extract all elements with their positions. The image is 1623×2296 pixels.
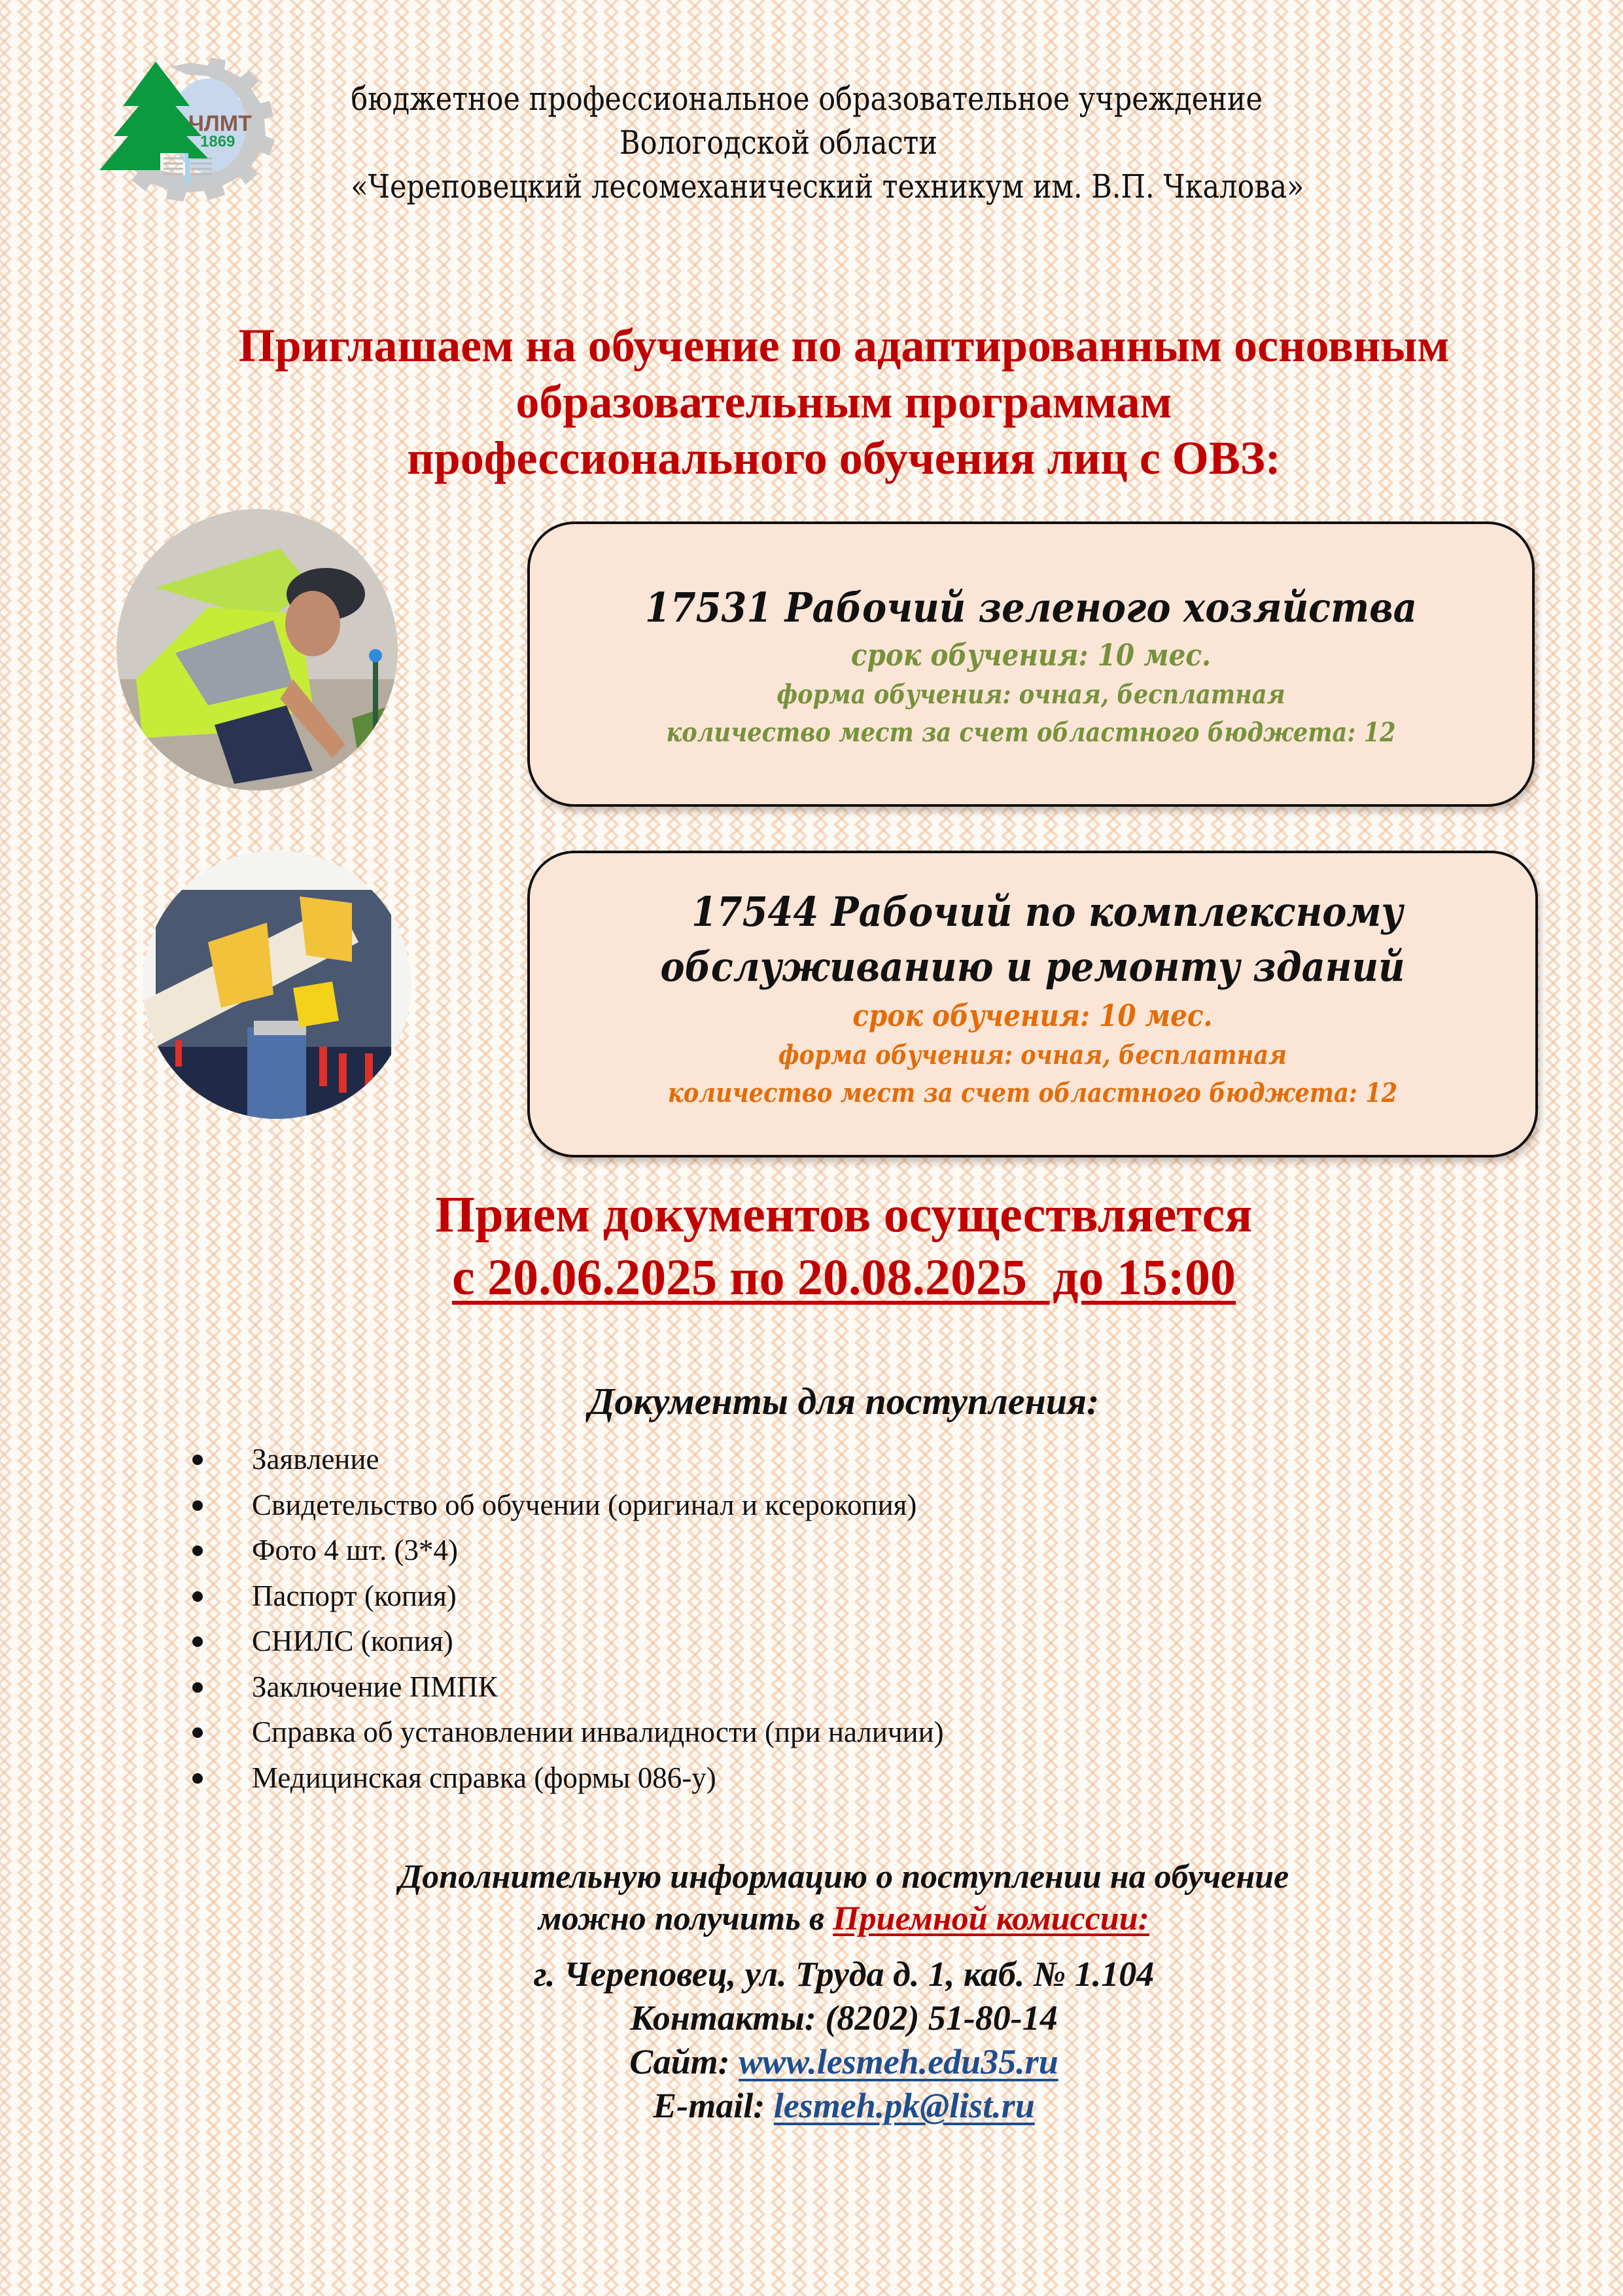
contacts: Контакты: (8202) 51-80-14 (630, 1998, 1058, 2038)
document-item: Заявление (190, 1437, 944, 1483)
document-item: Справка об установлении инвалидности (при наличии) (190, 1710, 944, 1756)
invitation-line-3: профессионального обучения лиц с ОВЗ: (407, 432, 1281, 484)
repair-worker-photo (143, 851, 411, 1119)
bullet-icon (192, 1773, 203, 1784)
admission-dates: с 20.06.2025 по 20.08.2025 до 15:00 (452, 1248, 1236, 1305)
logo-abbr: ЧЛМТ (188, 111, 252, 136)
institution-name-line-1: бюджетное профессиональное образовательное учреждение (351, 80, 1263, 118)
program-card-17531 (527, 521, 1535, 807)
invitation-line-2: образовательным программам (515, 376, 1172, 428)
document-item: Заключение ПМПК (190, 1665, 944, 1710)
info-line-2: можно получить в Приемной комиссии: (538, 1900, 1149, 1937)
documents-heading: Документы для поступления: (588, 1380, 1100, 1422)
bullet-icon (192, 1591, 203, 1602)
program-card-17544 (527, 851, 1538, 1157)
document-item: Свидетельство об обучении (оригинал и ксерокопия) (190, 1483, 944, 1528)
program-seats: количество мест за счет областного бюджета: 12 (666, 717, 1396, 748)
program-duration: срок обучения: 10 мес. (852, 998, 1213, 1033)
institution-name-line-2: Вологодской области (619, 124, 938, 162)
website-link[interactable]: www.lesmeh.edu35.ru (739, 2042, 1058, 2081)
phone-number: (8202) 51-80-14 (825, 1998, 1058, 2038)
admission-line-1: Прием документов осуществляется (435, 1186, 1253, 1243)
address: г. Череповец, ул. Труда д. 1, каб. № 1.104 (533, 1954, 1155, 1994)
institution-name (351, 77, 1304, 209)
bullet-icon (192, 1500, 203, 1511)
program-form: форма обучения: очная, бесплатная (778, 1040, 1287, 1070)
program-seats: количество мест за счет областного бюджета: 12 (667, 1078, 1398, 1108)
logo-year: 1869 (200, 133, 236, 150)
info-line-1: Дополнительную информацию о поступлении на обучение (398, 1858, 1289, 1896)
documents-list (190, 1437, 944, 1801)
document-item: СНИЛС (копия) (190, 1619, 944, 1665)
invitation-heading (157, 317, 1531, 486)
document-item: Фото 4 шт. (3*4) (190, 1528, 944, 1574)
program-form: форма обучения: очная, бесплатная (777, 679, 1285, 710)
admission-period (196, 1183, 1492, 1309)
program-title-line-2: обслуживанию и ремонту зданий (660, 943, 1405, 991)
bullet-icon (192, 1545, 203, 1556)
program-title-line-1: 17544 Рабочий по комплексному (691, 888, 1403, 936)
email-link[interactable]: lesmeh.pk@list.ru (773, 2086, 1035, 2125)
document-item: Паспорт (копия) (190, 1574, 944, 1619)
gardener-worker-photo (116, 509, 398, 790)
bullet-icon (192, 1727, 203, 1738)
invitation-line-1: Приглашаем на обучение по адаптированным основным (238, 319, 1450, 372)
bullet-icon (192, 1455, 203, 1465)
bullet-icon (192, 1682, 203, 1693)
program-title: 17531 Рабочий зеленого хозяйства (645, 584, 1417, 631)
logo-tree-gear-icon (92, 54, 278, 207)
document-item: Медицинская справка (формы 086-у) (190, 1756, 944, 1801)
admissions-office-link[interactable]: Приемной комиссии: (833, 1900, 1149, 1937)
institution-name-line-3: «Череповецкий лесомеханический техникум им. В.П. Чкалова» (351, 168, 1304, 205)
contact-info (196, 1857, 1492, 2128)
email: E-mail: lesmeh.pk@list.ru (653, 2086, 1035, 2125)
program-duration: срок обучения: 10 мес. (850, 637, 1212, 673)
institution-logo (92, 54, 278, 207)
gardener-worker-photo-illustration (116, 509, 398, 790)
bullet-icon (192, 1636, 203, 1647)
repair-worker-photo-illustration (143, 851, 411, 1119)
website: Сайт: www.lesmeh.edu35.ru (629, 2042, 1058, 2081)
